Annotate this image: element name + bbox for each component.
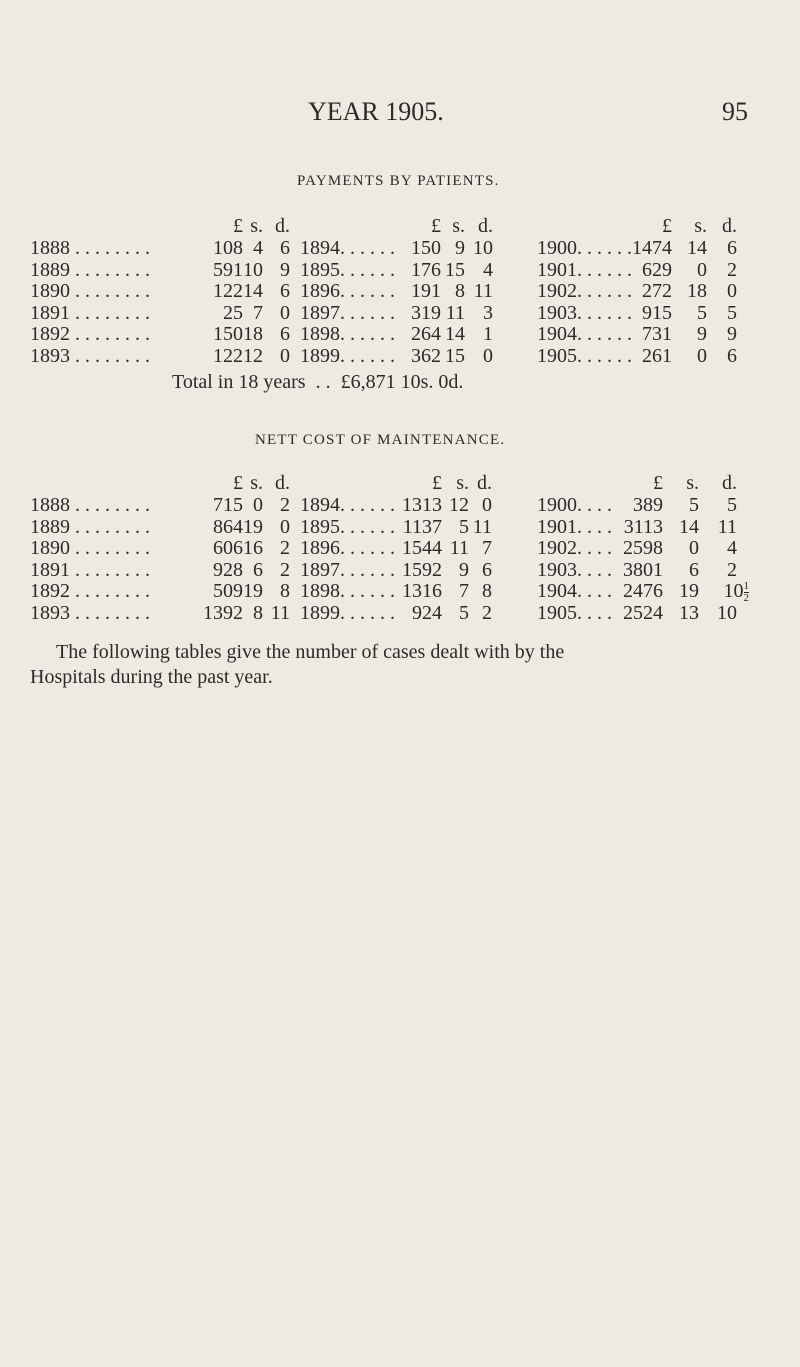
year-label: 1894. . . . . . — [300, 494, 395, 516]
fraction: $\frac{1}{2}$ — [743, 579, 749, 604]
shillings-value: 6 — [253, 558, 263, 581]
shillings-value: 16 — [243, 537, 263, 559]
year-label: 1902. . . . . . — [537, 280, 632, 302]
year-label: 1896. . . . . . — [300, 537, 395, 559]
payments-total: Total in 18 years . . £6,871 10s. 0d. — [172, 371, 464, 393]
shillings-value: 0 — [689, 537, 699, 559]
shillings-value: 7 — [459, 580, 469, 602]
year-label: 1898. . . . . . — [300, 580, 395, 602]
pence-value: 0 — [727, 280, 737, 302]
pence-value: 11 — [717, 515, 737, 538]
pounds-value: 191 — [411, 280, 441, 302]
pounds-value: 591 — [213, 258, 243, 281]
year-label: 1892 . . . . . . . . — [30, 580, 150, 602]
year-label: 1904. . . . — [537, 580, 612, 602]
pence-value: 2 — [482, 601, 492, 624]
shillings-value: 5 — [689, 494, 699, 516]
page-number: 95 — [722, 97, 748, 126]
shillings-value: 14 — [679, 515, 699, 538]
currency-header: d. — [478, 215, 493, 237]
payments-title: PAYMENTS BY PATIENTS. — [297, 173, 500, 189]
shillings-value: 9 — [455, 237, 465, 259]
shillings-value: 5 — [459, 601, 469, 624]
currency-header: £ — [431, 215, 441, 237]
year-label: 1891 . . . . . . . . — [30, 301, 150, 324]
pence-value: 6 — [482, 558, 492, 581]
pounds-value: 122 — [213, 280, 243, 302]
pounds-value: 264 — [411, 323, 441, 345]
currency-header: d. — [722, 472, 737, 494]
pence-value: 5 — [727, 301, 737, 324]
year-label: 1892 . . . . . . . . — [30, 323, 150, 345]
pence-value: 2 — [727, 558, 737, 581]
year-label: 1905. . . . — [537, 601, 612, 624]
shillings-value: 12 — [449, 494, 469, 516]
pence-value: 11 — [472, 515, 492, 538]
shillings-value: 18 — [243, 323, 263, 345]
pounds-value: 864 — [213, 515, 243, 538]
pounds-value: 2524 — [623, 601, 663, 624]
shillings-value: 18 — [687, 280, 707, 302]
pounds-value: 509 — [213, 580, 243, 602]
shillings-value: 0 — [697, 258, 707, 281]
year-label: 1903. . . . — [537, 558, 612, 581]
pence-value: 6 — [280, 323, 290, 345]
pence-value: 0 — [280, 515, 290, 538]
pence-value: 11 — [270, 601, 290, 624]
year-label: 1895. . . . . . — [300, 515, 395, 538]
shillings-value: 9 — [459, 558, 469, 581]
shillings-value: 12 — [243, 344, 263, 367]
pence-value: 2 — [280, 494, 290, 516]
pence-value: 3 — [483, 301, 493, 324]
year-label: 1905. . . . . . — [537, 344, 632, 367]
pence-value: 8 — [482, 580, 492, 602]
year-label: 1893 . . . . . . . . — [30, 344, 150, 367]
shillings-value: 8 — [455, 280, 465, 302]
shillings-value: 11 — [449, 537, 469, 559]
shillings-value: 19 — [679, 580, 699, 602]
currency-header: s. — [250, 215, 263, 237]
pounds-value: 715 — [213, 494, 243, 516]
year-label: 1891 . . . . . . . . — [30, 558, 150, 581]
currency-header: £ — [662, 215, 672, 237]
shillings-value: 0 — [253, 494, 263, 516]
pounds-value: 1474 — [632, 237, 672, 259]
shillings-value: 19 — [243, 515, 263, 538]
shillings-value: 19 — [243, 580, 263, 602]
year-label: 1903. . . . . . — [537, 301, 632, 324]
pence-value: 8 — [280, 580, 290, 602]
pounds-value: 1313 — [402, 494, 442, 516]
pounds-value: 272 — [642, 280, 672, 302]
year-label: 1894. . . . . . — [300, 237, 395, 259]
pounds-value: 108 — [213, 237, 243, 259]
pounds-value: 1137 — [402, 515, 442, 538]
pence-value: 11 — [473, 280, 493, 302]
currency-header: £ — [233, 215, 243, 237]
currency-header: s. — [694, 215, 707, 237]
year-label: 1893 . . . . . . . . — [30, 601, 150, 624]
year-label: 1888 . . . . . . . . — [30, 237, 150, 259]
shillings-value: 6 — [689, 558, 699, 581]
pounds-value: 924 — [412, 601, 442, 624]
shillings-value: 15 — [445, 344, 465, 367]
year-label: 1898. . . . . . — [300, 323, 395, 345]
year-label: 1888 . . . . . . . . — [30, 494, 150, 516]
pence-value: 9 — [280, 258, 290, 281]
pounds-value: 1316 — [402, 580, 442, 602]
pounds-value: 1592 — [402, 558, 442, 581]
pounds-value: 3801 — [623, 558, 663, 581]
year-label: 1897. . . . . . — [300, 558, 395, 581]
page-title: YEAR 1905. — [308, 97, 444, 126]
shillings-value: 14 — [445, 323, 465, 345]
currency-header: s. — [686, 472, 699, 494]
shillings-value: 4 — [253, 237, 263, 259]
pounds-value: 629 — [642, 258, 672, 281]
shillings-value: 15 — [445, 258, 465, 281]
pence-value: 10 — [717, 601, 737, 624]
year-label: 1902. . . . — [537, 537, 612, 559]
year-label: 1897. . . . . . — [300, 301, 395, 324]
shillings-value: 0 — [697, 344, 707, 367]
year-label: 1889 . . . . . . . . — [30, 258, 150, 281]
pence-value: 5 — [727, 494, 737, 516]
pounds-value: 2598 — [623, 537, 663, 559]
pounds-value: 1544 — [402, 537, 442, 559]
pounds-value: 319 — [411, 301, 441, 324]
shillings-value: 14 — [687, 237, 707, 259]
year-label: 1890 . . . . . . . . — [30, 280, 150, 302]
pounds-value: 731 — [642, 323, 672, 345]
year-label: 1901. . . . . . — [537, 258, 632, 281]
year-label: 1890 . . . . . . . . — [30, 537, 150, 559]
year-label: 1901. . . . — [537, 515, 612, 538]
currency-header: £ — [432, 472, 442, 494]
pence-value: 6 — [727, 237, 737, 259]
pence-value: 2 — [280, 537, 290, 559]
pence-value: 7 — [482, 537, 492, 559]
pounds-value: 3113 — [623, 515, 663, 538]
pounds-value: 176 — [411, 258, 441, 281]
year-label: 1900. . . . . . — [537, 237, 632, 259]
pounds-value: 606 — [213, 537, 243, 559]
pounds-value: 25 — [223, 301, 243, 324]
currency-header: d. — [477, 472, 492, 494]
pounds-value: 122 — [213, 344, 243, 367]
pence-value: 2 — [280, 558, 290, 581]
pence-value: 6 — [280, 237, 290, 259]
year-label: 1896. . . . . . — [300, 280, 395, 302]
pounds-value: 928 — [213, 558, 243, 581]
year-label: 1899. . . . . . — [300, 601, 395, 624]
currency-header: s. — [456, 472, 469, 494]
pounds-value: 362 — [411, 344, 441, 367]
year-label: 1900. . . . — [537, 494, 612, 516]
pounds-value: 915 — [642, 301, 672, 324]
pence-value: 10 $\frac{1}{2}$ — [723, 579, 749, 604]
shillings-value: 8 — [253, 601, 263, 624]
shillings-value: 14 — [243, 280, 263, 302]
pounds-value: 1392 — [203, 601, 243, 624]
pence-value: 2 — [727, 258, 737, 281]
pence-value: 0 — [483, 344, 493, 367]
paragraph-line-1: The following tables give the number of cases dealt with by the — [56, 641, 565, 663]
currency-header: d. — [722, 215, 737, 237]
pence-value: 6 — [280, 280, 290, 302]
pounds-value: 389 — [633, 494, 663, 516]
pence-value: 4 — [727, 537, 737, 559]
shillings-value: 5 — [459, 515, 469, 538]
year-label: 1889 . . . . . . . . — [30, 515, 150, 538]
year-label: 1895. . . . . . — [300, 258, 395, 281]
pounds-value: 2476 — [623, 580, 663, 602]
shillings-value: 13 — [679, 601, 699, 624]
pounds-value: 261 — [642, 344, 672, 367]
shillings-value: 5 — [697, 301, 707, 324]
pence-value: 4 — [483, 258, 493, 281]
currency-header: d. — [275, 472, 290, 494]
currency-header: s. — [452, 215, 465, 237]
currency-header: d. — [275, 215, 290, 237]
shillings-value: 7 — [253, 301, 263, 324]
pence-value: 6 — [727, 344, 737, 367]
currency-header: s. — [250, 472, 263, 494]
shillings-value: 11 — [445, 301, 465, 324]
year-label: 1899. . . . . . — [300, 344, 395, 367]
shillings-value: 10 — [243, 258, 263, 281]
pence-value: 9 — [727, 323, 737, 345]
pence-value: 0 — [280, 344, 290, 367]
pence-value: 10 — [473, 237, 493, 259]
currency-header: £ — [653, 472, 663, 494]
year-label: 1904. . . . . . — [537, 323, 632, 345]
pence-value: 0 — [482, 494, 492, 516]
shillings-value: 9 — [697, 323, 707, 345]
currency-header: £ — [233, 472, 243, 494]
maintenance-title: NETT COST OF MAINTENANCE. — [255, 432, 506, 448]
pounds-value: 150 — [213, 323, 243, 345]
pence-value: 1 — [483, 323, 493, 345]
pounds-value: 150 — [411, 237, 441, 259]
pence-value: 0 — [280, 301, 290, 324]
paragraph-line-2: Hospitals during the past year. — [30, 666, 273, 688]
